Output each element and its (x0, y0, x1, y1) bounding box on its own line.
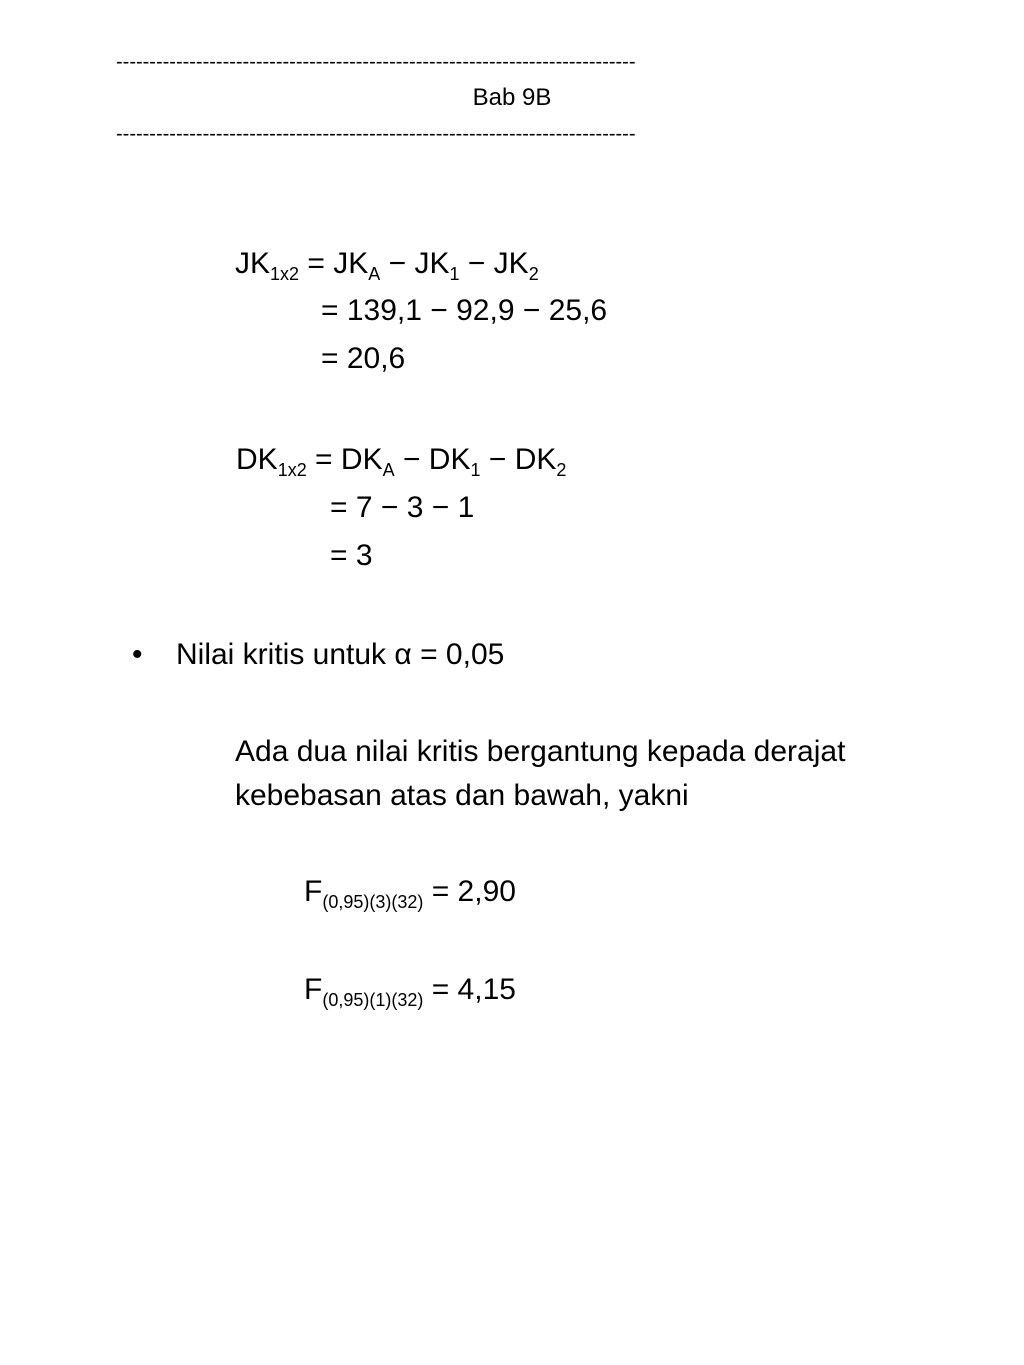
dk-equation-line-3: = 3 (330, 539, 373, 572)
header-divider-bottom: ------------------------------------------------------------------------------ (116, 123, 636, 145)
f-value: = 2,90 (423, 875, 516, 908)
header-divider-top: ------------------------------------------------------------------------------ (116, 51, 636, 73)
dk-lhs: DK (236, 443, 278, 476)
f-symbol: F (304, 875, 323, 908)
dk-subscript-2: 2 (556, 460, 567, 480)
f-value-line-2 (304, 973, 516, 1010)
jk-lhs: JK (235, 247, 271, 280)
jk-subscript-1: 1 (449, 264, 460, 284)
jk-eq-term-1: − JK (380, 247, 450, 280)
jk-equation-line-3: = 20,6 (321, 342, 406, 375)
jk-eq-term-a: = JK (299, 247, 369, 280)
f-symbol: F (304, 973, 323, 1006)
jk-lhs-subscript: 1x2 (270, 264, 300, 284)
jk-equation-line-2: = 139,1 − 92,9 − 25,6 (321, 294, 608, 327)
dk-eq-term-1: − DK (394, 443, 471, 476)
dk-eq-term-a: = DK (306, 443, 383, 476)
page-title: Bab 9B (472, 84, 552, 111)
jk-eq-term-2: − JK (459, 247, 529, 280)
f-subscript: (0,95)(3)(32) (322, 892, 424, 912)
bullet-icon: • (132, 638, 143, 671)
bullet-text: Nilai kritis untuk α = 0,05 (176, 638, 505, 671)
f-value: = 4,15 (423, 973, 516, 1006)
f-value-line-1 (304, 875, 516, 912)
dk-subscript-1: 1 (470, 460, 481, 480)
f-subscript: (0,95)(1)(32) (322, 990, 424, 1010)
explanation-paragraph: Ada dua nilai kritis bergantung kepada derajat kebebasan atas dan bawah, yakni (235, 735, 846, 812)
jk-subscript-a: A (368, 264, 381, 284)
dk-equation-line-2: = 7 − 3 − 1 (330, 491, 475, 524)
dk-subscript-a: A (382, 460, 395, 480)
jk-equation-line-1 (235, 247, 539, 284)
dk-lhs-subscript: 1x2 (277, 460, 307, 480)
dk-equation-line-1 (236, 443, 567, 480)
dk-eq-term-2: − DK (480, 443, 557, 476)
jk-subscript-2: 2 (528, 264, 539, 284)
